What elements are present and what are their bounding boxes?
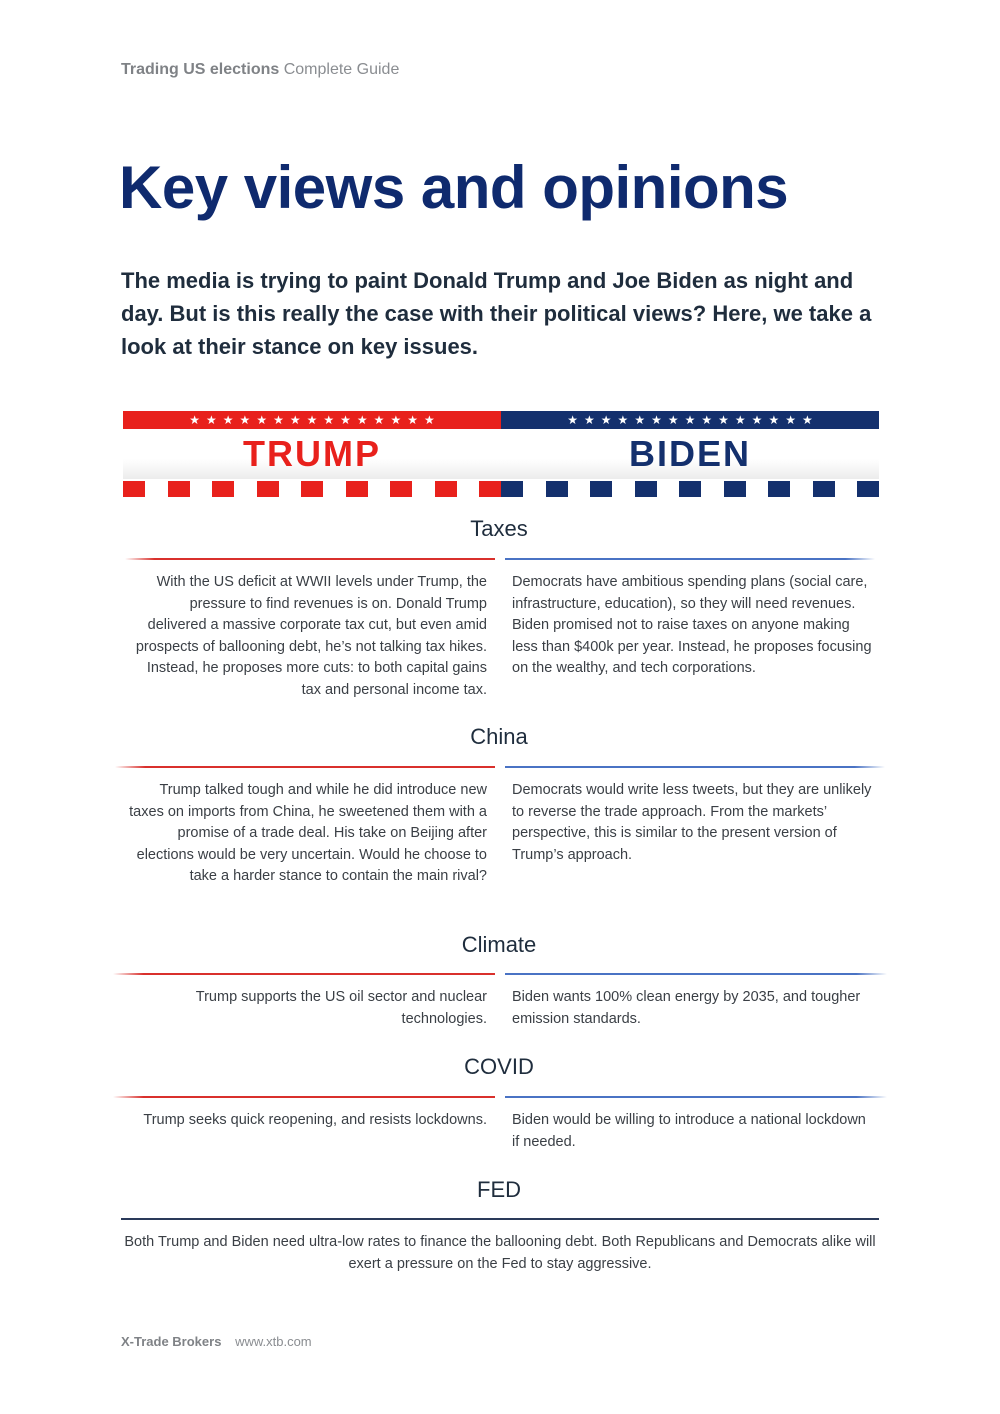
- section-title: Climate: [461, 932, 537, 957]
- trump-divider: [113, 973, 495, 975]
- section-title: Taxes: [470, 516, 528, 541]
- biden-stance: Democrats would write less tweets, but they are unlikely to reverse the trade approach. From the markets’ perspective, this is similar to the present version of Trump’s approach.: [512, 782, 872, 863]
- biden-stance: Biden wants 100% clean energy by 2035, and tougher emission standards.: [512, 989, 861, 1027]
- star-icon: ★: [768, 413, 780, 427]
- star-icon: ★: [684, 413, 696, 427]
- candidates-banner: [123, 411, 879, 501]
- star-icon: ★: [206, 413, 217, 427]
- star-icon: ★: [617, 413, 629, 427]
- trump-star-bar: [123, 411, 501, 429]
- trump-divider: [125, 558, 495, 560]
- star-icon: ★: [634, 413, 646, 427]
- star-icon: ★: [667, 413, 679, 427]
- trump-divider: [115, 766, 495, 768]
- star-icon: ★: [222, 413, 234, 427]
- biden-stance: Democrats have ambitious spending plans (social care, infrastructure, education), so they will need revenues. Biden promised not to raise taxes on anyone making less than $400k per year. Instead, he proposes focusing on the wealthy, and tech corporations.: [512, 574, 872, 676]
- star-icon: ★: [584, 413, 595, 427]
- star-icon: ★: [256, 413, 268, 427]
- star-icon: ★: [423, 413, 435, 427]
- header-guide-name: Trading US elections: [121, 61, 280, 78]
- trump-banner-name: TRUMP: [123, 429, 501, 479]
- star-icon: ★: [373, 413, 385, 427]
- star-icon: ★: [356, 413, 368, 427]
- page-title: Key views and opinions: [119, 154, 789, 221]
- trump-divider: [113, 1096, 495, 1098]
- biden-divider: [505, 766, 885, 768]
- star-icon: ★: [189, 413, 201, 427]
- document-footer: [121, 1334, 312, 1349]
- fed-stance: Both Trump and Biden need ultra-low rates to finance the ballooning debt. Both Republicans and Democrats alike will exert a pressure on the Fed to stay aggressive.: [124, 1234, 876, 1272]
- biden-stripe: [501, 481, 879, 497]
- biden-divider: [505, 558, 875, 560]
- section-title: China: [470, 724, 528, 749]
- biden-stance: Biden would be willing to introduce a national lockdown if needed.: [512, 1112, 866, 1150]
- fed-divider: [121, 1218, 879, 1220]
- trump-stance: Trump supports the US oil sector and nuclear technologies.: [195, 989, 487, 1027]
- star-icon: ★: [273, 413, 284, 427]
- section-title: COVID: [464, 1054, 534, 1079]
- star-icon: ★: [785, 413, 796, 427]
- star-icon: ★: [734, 413, 746, 427]
- trump-stance: Trump seeks quick reopening, and resists lockdowns.: [143, 1112, 487, 1128]
- document-header: [121, 61, 399, 79]
- footer-url[interactable]: www.xtb.com: [235, 1334, 312, 1349]
- star-icon: ★: [751, 413, 763, 427]
- star-icon: ★: [239, 413, 251, 427]
- trump-stance: With the US deficit at WWII levels under Trump, the pressure to find revenues is on. Donald Trump delivered a massive corporate tax cut, but even amid prospects of ballooning debt, he’s not talking tax hikes. Instead, he proposes more cuts: to both capital gains tax and personal income tax.: [135, 574, 487, 698]
- trump-stripe: [123, 481, 501, 497]
- section-title: FED: [477, 1177, 521, 1202]
- star-icon: ★: [340, 413, 351, 427]
- star-icon: ★: [306, 413, 318, 427]
- trump-banner: [123, 411, 501, 501]
- biden-divider: [505, 973, 887, 975]
- star-icon: ★: [407, 413, 418, 427]
- lead-paragraph: The media is trying to paint Donald Trump and Joe Biden as night and day. But is this really the case with their political views? Here, we take a look at their stance on key issues.: [121, 268, 872, 359]
- star-icon: ★: [651, 413, 662, 427]
- biden-star-bar: [501, 411, 879, 429]
- star-icon: ★: [567, 413, 579, 427]
- biden-banner-name: BIDEN: [501, 429, 879, 479]
- star-icon: ★: [801, 413, 813, 427]
- star-icon: ★: [600, 413, 612, 427]
- star-icon: ★: [701, 413, 713, 427]
- star-icon: ★: [390, 413, 402, 427]
- trump-stance: Trump talked tough and while he did introduce new taxes on imports from China, he sweetened them with a promise of a trade deal. His take on Beijing after elections would be very uncertain. Would he choose to take a harder stance to contain the main rival?: [129, 782, 487, 884]
- header-guide-suffix: Complete Guide: [283, 61, 400, 78]
- star-icon: ★: [718, 413, 729, 427]
- star-icon: ★: [323, 413, 335, 427]
- biden-divider: [505, 1096, 887, 1098]
- biden-banner: [501, 411, 879, 501]
- star-icon: ★: [289, 413, 301, 427]
- footer-company: X-Trade Brokers: [121, 1334, 222, 1349]
